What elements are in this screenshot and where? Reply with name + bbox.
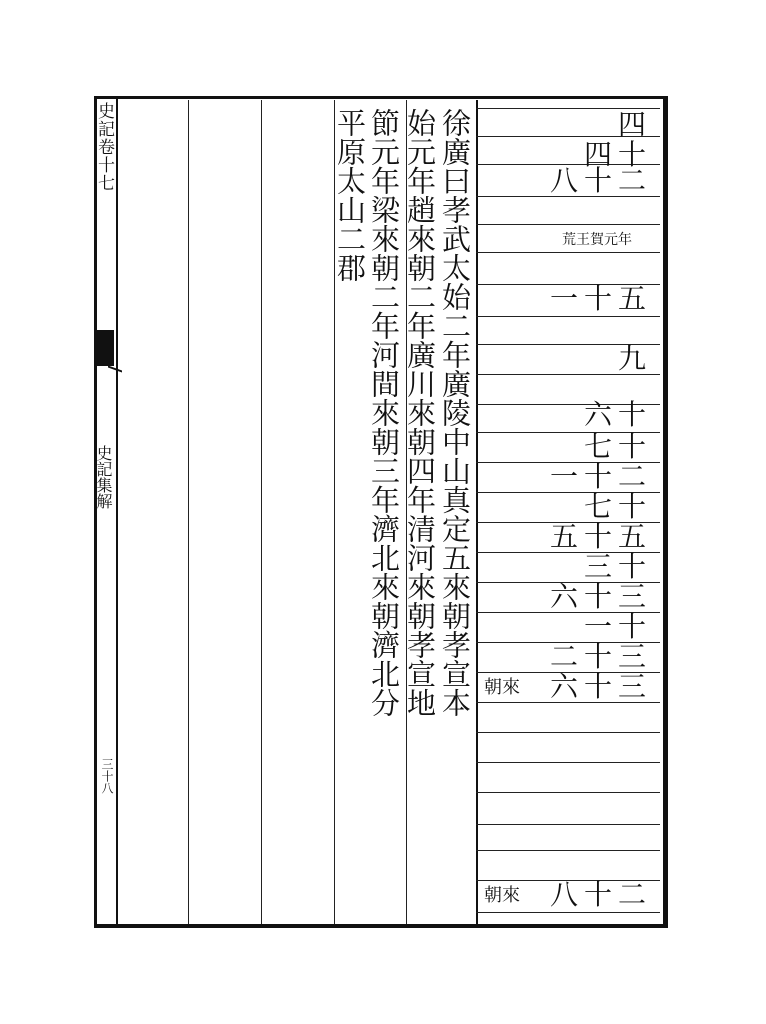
text-column-2: 始元年趙來朝二年廣川來朝四年清河來朝孝宣地: [403, 108, 437, 717]
margin-spine: [94, 96, 118, 928]
table-cell: 一十五: [549, 282, 652, 315]
margin-page-number: 三十八: [100, 758, 114, 794]
table-cell: 五十五: [549, 520, 652, 553]
table-rule: [476, 732, 660, 733]
table-note: 朝來: [484, 885, 520, 906]
table-cell: 七十: [583, 490, 652, 523]
table-cell: 四: [617, 108, 652, 141]
table-cell: 六十三: [549, 580, 652, 613]
table-note: 朝來: [484, 677, 520, 698]
table-rule: [476, 824, 660, 825]
column-rule: [188, 100, 189, 924]
table-cell: 八十二: [549, 164, 652, 197]
table-cell: 九: [617, 342, 652, 375]
table-rule: [476, 762, 660, 763]
table-note: 荒王賀元年: [562, 232, 632, 248]
table-rule: [476, 850, 660, 851]
margin-title: 史記卷十七: [94, 102, 114, 192]
text-column-1: 徐廣曰孝武太始二年廣陵中山真定五來朝孝宣本: [438, 108, 472, 717]
table-cell: 六十三: [549, 670, 652, 703]
table-cell: 六十: [583, 398, 652, 431]
table-rule: [476, 224, 660, 225]
table-cell: 七十: [583, 430, 652, 463]
text-column-3: 節元年梁來朝二年河間來朝三年濟北來朝濟北分: [367, 108, 401, 717]
table-cell: 二十三: [549, 640, 652, 673]
table-cell: 三十: [583, 550, 652, 583]
table-cell: 四十: [583, 138, 652, 171]
table-rule: [476, 912, 660, 913]
table-rule: [476, 792, 660, 793]
table-rule: [476, 316, 660, 317]
margin-book-name: 史記集解: [94, 445, 113, 509]
table-rule: [476, 252, 660, 253]
column-rule: [261, 100, 262, 924]
table-cell: 一十: [583, 610, 652, 643]
table-cell: 八十二: [549, 878, 652, 911]
table-cell: 一十二: [549, 460, 652, 493]
text-column-4: 平原太山二郡: [333, 108, 367, 282]
